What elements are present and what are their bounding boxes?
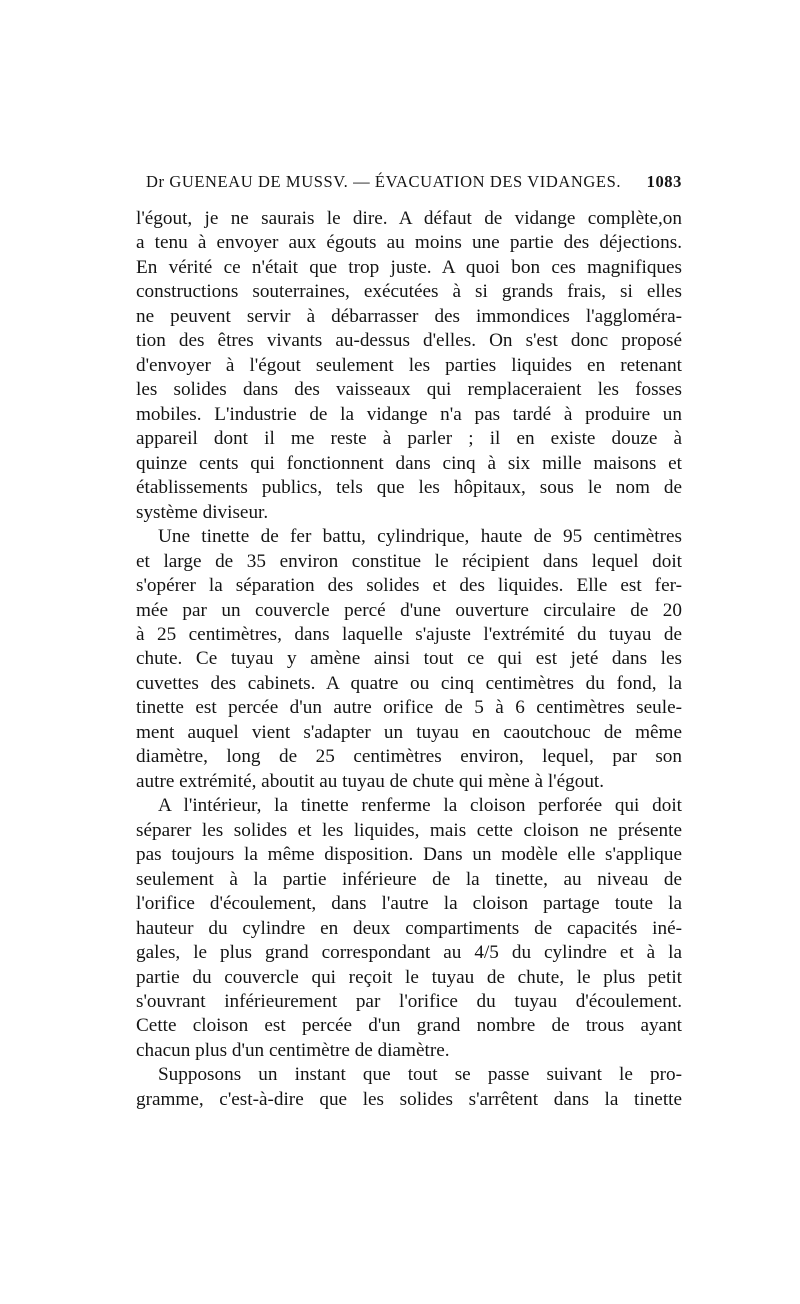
- text-line: mobiles. L'industrie de la vidange n'a pas tardé à produire un: [136, 403, 682, 425]
- paragraph-4: [136, 1063, 682, 1112]
- text-line: à 25 centimètres, dans laquelle s'ajuste l'extrémité du tuyau de: [136, 623, 682, 645]
- text-line: Supposons un instant que tout se passe suivant le pro-: [158, 1064, 682, 1086]
- text-line: séparer les solides et les liquides, mais cette cloison ne présente: [136, 819, 682, 841]
- paragraph-1: [136, 207, 682, 525]
- text-line: A l'intérieur, la tinette renferme la cloison perforée qui doit: [158, 795, 682, 817]
- text-line: gramme, c'est-à-dire que les solides s'arrêtent dans la tinette: [136, 1088, 682, 1110]
- text-line: s'ouvrant inférieurement par l'orifice du tuyau d'écoulement.: [136, 991, 682, 1012]
- text-line: l'égout, je ne saurais le dire. A défaut de vidange complète,on: [136, 208, 682, 229]
- text-line: chacun plus d'un centimètre de diamètre.: [136, 1039, 450, 1061]
- paragraph-3: [136, 794, 682, 1063]
- text-line: hauteur du cylindre en deux compartiments de capacités iné-: [136, 917, 682, 939]
- text-line: constructions souterraines, exécutées à si grands frais, si elles: [136, 281, 682, 303]
- text-line: établissements publics, tels que les hôpitaux, sous le nom de: [136, 477, 682, 499]
- text-line: pas toujours la même disposition. Dans un modèle elle s'applique: [136, 844, 682, 866]
- text-line: diamètre, long de 25 centimètres environ, lequel, par son: [136, 746, 682, 768]
- text-line: les solides dans des vaisseaux qui remplaceraient les fosses: [136, 379, 682, 401]
- text-line: ne peuvent servir à débarrasser des immondices l'aggloméra-: [136, 305, 682, 327]
- text-line: En vérité ce n'était que trop juste. A quoi bon ces magnifiques: [136, 256, 682, 278]
- page-number: 1083: [646, 172, 682, 191]
- body-text: [136, 207, 682, 1112]
- text-line: système diviseur.: [136, 501, 269, 523]
- text-line: appareil dont il me reste à parler ; il en existe douze à: [136, 428, 682, 450]
- text-line: cuvettes des cabinets. A quatre ou cinq centimètres du fond, la: [136, 672, 682, 694]
- text-line: Cette cloison est percée d'un grand nombre de trous ayant: [136, 1015, 682, 1037]
- running-title: Dr GUENEAU DE MUSSV. — ÉVACUATION DES VIDANGES.: [146, 172, 622, 191]
- text-line: chute. Ce tuyau y amène ainsi tout ce qui est jeté dans les: [136, 648, 682, 670]
- text-line: quinze cents qui fonctionnent dans cinq à six mille maisons et: [136, 452, 682, 474]
- text-line: s'opérer la séparation des solides et des liquides. Elle est fer-: [136, 575, 682, 597]
- running-header: [146, 172, 682, 202]
- text-line: l'orifice d'écoulement, dans l'autre la cloison partage toute la: [136, 893, 682, 915]
- text-line: seulement à la partie inférieure de la tinette, au niveau de: [136, 868, 682, 890]
- text-line: ment auquel vient s'adapter un tuyau en caoutchouc de même: [136, 721, 682, 743]
- text-line: tinette est percée d'un autre orifice de 5 à 6 centimètres seule-: [136, 697, 682, 719]
- paragraph-2: [136, 525, 682, 794]
- text-line: tion des êtres vivants au-dessus d'elles. On s'est donc proposé: [136, 330, 682, 352]
- text-line: mée par un couvercle percé d'une ouverture circulaire de 20: [136, 599, 682, 621]
- text-line: Une tinette de fer battu, cylindrique, haute de 95 centimètres: [158, 526, 682, 548]
- text-line: et large de 35 environ constitue le récipient dans lequel doit: [136, 550, 682, 572]
- text-line: gales, le plus grand correspondant au 4/5 du cylindre et à la: [136, 942, 682, 964]
- text-line: partie du couvercle qui reçoit le tuyau de chute, le plus petit: [136, 966, 682, 988]
- text-line: a tenu à envoyer aux égouts au moins une partie des déjections.: [136, 232, 682, 254]
- text-line: d'envoyer à l'égout seulement les parties liquides en retenant: [136, 354, 682, 376]
- text-line: autre extrémité, aboutit au tuyau de chute qui mène à l'égout.: [136, 770, 605, 792]
